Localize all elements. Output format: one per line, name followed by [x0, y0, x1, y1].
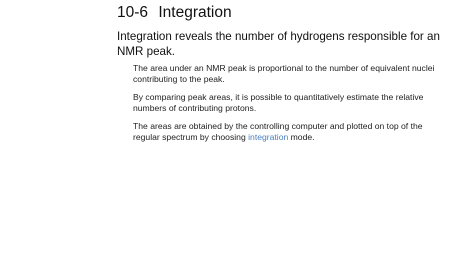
bullet-item: By comparing peak areas, it is possible to quantitatively estimate the relative numbers of contributing protons. — [133, 92, 424, 113]
section-number: 10-6 — [117, 4, 149, 21]
bullet-text: The areas are obtained by the controlling computer and plotted on top of the regular spectrum by choosing — [133, 121, 423, 142]
section-title: Integration — [158, 4, 232, 21]
integration-highlight: integration — [248, 132, 289, 142]
bullet-item — [133, 121, 445, 143]
bullet-list — [133, 63, 445, 150]
slide-title — [117, 4, 232, 22]
bullet-text: mode. — [288, 132, 315, 142]
bullet-item: The area under an NMR peak is proportional to the number of equivalent nuclei contributing to the peak. — [133, 63, 435, 84]
lead-paragraph: Integration reveals the number of hydrogens responsible for an NMR peak. — [117, 30, 440, 58]
